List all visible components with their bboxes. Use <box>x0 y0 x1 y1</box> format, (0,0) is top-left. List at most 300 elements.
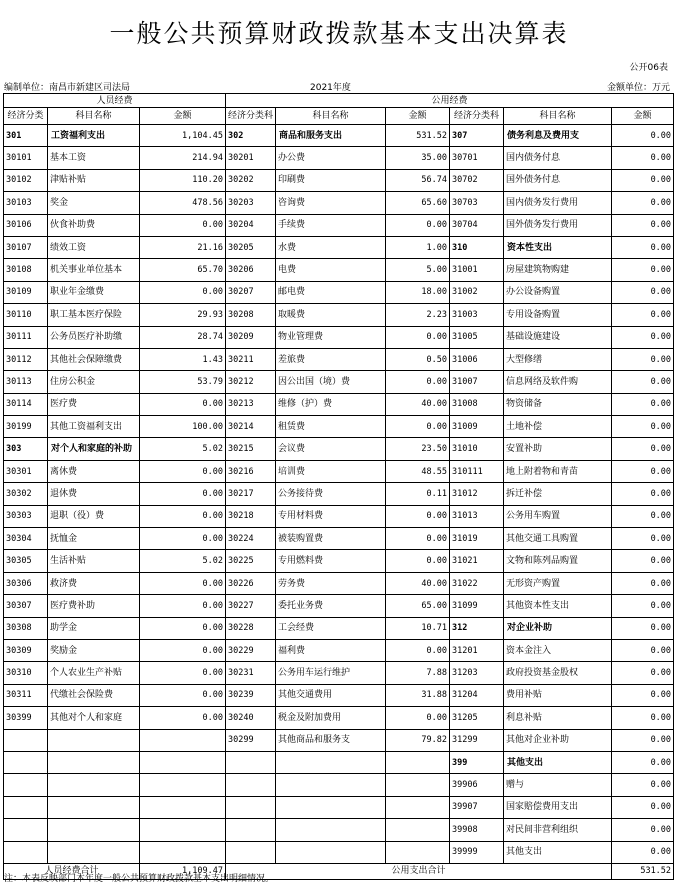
amount-cell: 21.16 <box>140 236 226 258</box>
item-name-cell: 赠与 <box>504 774 612 796</box>
econ-code-cell: 30108 <box>4 259 48 281</box>
amount-cell: 0.00 <box>612 393 674 415</box>
item-name-cell: 劳务费 <box>276 572 386 594</box>
item-name-cell: 其他对企业补助 <box>504 729 612 751</box>
item-name-cell: 税金及附加费用 <box>276 707 386 729</box>
amount-cell: 0.50 <box>386 348 450 370</box>
public-total-label: 公用支出合计 <box>226 863 612 879</box>
amount-cell: 0.00 <box>140 393 226 415</box>
amount-cell: 0.00 <box>386 707 450 729</box>
amount-cell: 478.56 <box>140 192 226 214</box>
econ-code-cell: 31002 <box>450 281 504 303</box>
econ-code-cell: 31012 <box>450 483 504 505</box>
col-name-header: 科目名称 <box>48 108 140 125</box>
item-name-cell: 其他社会保障缴费 <box>48 348 140 370</box>
amount-cell: 0.00 <box>140 617 226 639</box>
econ-code-cell: 30199 <box>4 416 48 438</box>
amount-cell: 0.00 <box>612 304 674 326</box>
item-name-cell: 邮电费 <box>276 281 386 303</box>
amount-cell: 10.71 <box>386 617 450 639</box>
table-row <box>4 304 674 326</box>
table-row <box>4 841 674 863</box>
item-name-cell: 公务用车购置 <box>504 505 612 527</box>
econ-code-cell: 30215 <box>226 438 276 460</box>
amount-cell: 0.00 <box>612 214 674 236</box>
item-name-cell: 其他交通费用 <box>276 684 386 706</box>
econ-code-cell <box>226 796 276 818</box>
econ-code-cell: 30240 <box>226 707 276 729</box>
amount-cell: 0.00 <box>612 371 674 393</box>
amount-cell: 0.00 <box>386 505 450 527</box>
item-name-cell: 拆迁补偿 <box>504 483 612 505</box>
amount-cell <box>140 729 226 751</box>
item-name-cell: 医疗费补助 <box>48 595 140 617</box>
item-name-cell: 资本性支出 <box>504 236 612 258</box>
item-name-cell: 对企业补助 <box>504 617 612 639</box>
personnel-total-amount: 1,109.47 <box>140 863 226 879</box>
table-row <box>4 326 674 348</box>
table-row <box>4 438 674 460</box>
econ-code-cell: 30239 <box>226 684 276 706</box>
form-number: 公开06表 <box>629 63 668 73</box>
amount-cell: 28.74 <box>140 326 226 348</box>
amount-cell: 0.00 <box>612 819 674 841</box>
econ-code-cell: 31008 <box>450 393 504 415</box>
item-name-cell: 退休费 <box>48 483 140 505</box>
org-label: 编制单位：南昌市新建区司法局 <box>4 83 131 93</box>
amount-cell: 0.00 <box>386 416 450 438</box>
item-name-cell <box>48 774 140 796</box>
econ-code-cell: 301 <box>4 125 48 147</box>
econ-code-cell <box>4 819 48 841</box>
item-name-cell: 因公出国（境）费 <box>276 371 386 393</box>
econ-code-cell: 30309 <box>4 639 48 661</box>
item-name-cell: 绩效工资 <box>48 236 140 258</box>
item-name-cell: 其他商品和服务支 <box>276 729 386 751</box>
item-name-cell: 被装购置费 <box>276 528 386 550</box>
item-name-cell: 工会经费 <box>276 617 386 639</box>
table-row <box>4 528 674 550</box>
amount-cell: 40.00 <box>386 572 450 594</box>
econ-code-cell: 30204 <box>226 214 276 236</box>
item-name-cell: 职业年金缴费 <box>48 281 140 303</box>
econ-code-cell: 30209 <box>226 326 276 348</box>
report-meta <box>4 80 670 92</box>
table-row <box>4 729 674 751</box>
public-total-amount: 531.52 <box>612 863 674 879</box>
table-row <box>4 595 674 617</box>
amount-cell: 0.00 <box>386 639 450 661</box>
item-name-cell: 办公费 <box>276 147 386 169</box>
col-code-header: 经济分类科 <box>450 108 504 125</box>
item-name-cell <box>48 819 140 841</box>
econ-code-cell: 30307 <box>4 595 48 617</box>
econ-code-cell: 31001 <box>450 259 504 281</box>
amount-cell <box>386 841 450 863</box>
econ-code-cell: 30208 <box>226 304 276 326</box>
amount-cell: 35.00 <box>386 147 450 169</box>
econ-code-cell: 30229 <box>226 639 276 661</box>
econ-code-cell: 302 <box>226 125 276 147</box>
item-name-cell: 医疗费 <box>48 393 140 415</box>
item-name-cell: 专用设备购置 <box>504 304 612 326</box>
econ-code-cell: 30213 <box>226 393 276 415</box>
econ-code-cell <box>4 796 48 818</box>
amount-cell: 0.00 <box>612 438 674 460</box>
table-row <box>4 259 674 281</box>
econ-code-cell: 30103 <box>4 192 48 214</box>
econ-code-cell: 307 <box>450 125 504 147</box>
table-row <box>4 617 674 639</box>
table-row <box>4 348 674 370</box>
amount-cell: 0.00 <box>612 707 674 729</box>
econ-code-cell: 31009 <box>450 416 504 438</box>
econ-code-cell: 303 <box>4 438 48 460</box>
item-name-cell <box>48 751 140 773</box>
table-row <box>4 684 674 706</box>
econ-code-cell: 31204 <box>450 684 504 706</box>
item-name-cell: 国内债务发行费用 <box>504 192 612 214</box>
econ-code-cell: 31013 <box>450 505 504 527</box>
econ-code-cell: 39999 <box>450 841 504 863</box>
amount-cell <box>140 796 226 818</box>
econ-code-cell: 30227 <box>226 595 276 617</box>
amount-cell: 0.00 <box>612 774 674 796</box>
econ-code-cell: 30225 <box>226 550 276 572</box>
amount-cell <box>386 796 450 818</box>
econ-code-cell: 30201 <box>226 147 276 169</box>
econ-code-cell: 310 <box>450 236 504 258</box>
item-name-cell <box>48 796 140 818</box>
econ-code-cell: 30231 <box>226 662 276 684</box>
table-row <box>4 550 674 572</box>
item-name-cell: 商品和服务支出 <box>276 125 386 147</box>
amount-cell: 0.00 <box>140 684 226 706</box>
econ-code-cell: 31022 <box>450 572 504 594</box>
econ-code-cell: 30308 <box>4 617 48 639</box>
item-name-cell <box>48 841 140 863</box>
econ-code-cell <box>4 841 48 863</box>
amount-cell: 0.00 <box>612 326 674 348</box>
item-name-cell: 专用燃料费 <box>276 550 386 572</box>
amount-cell: 65.00 <box>386 595 450 617</box>
expenditure-table <box>3 93 674 880</box>
item-name-cell: 福利费 <box>276 639 386 661</box>
col-name-header: 科目名称 <box>276 108 386 125</box>
col-name-header: 科目名称 <box>504 108 612 125</box>
footnote: 注：本表反映部门本年度一般公共预算财政拨款基本支出明细情况。 <box>4 874 275 884</box>
amount-cell: 0.00 <box>612 192 674 214</box>
col-amount-header: 金额 <box>612 108 674 125</box>
econ-code-cell: 31003 <box>450 304 504 326</box>
econ-code-cell: 31005 <box>450 326 504 348</box>
econ-code-cell <box>226 774 276 796</box>
amount-cell: 0.00 <box>612 281 674 303</box>
item-name-cell: 离休费 <box>48 460 140 482</box>
econ-code-cell: 312 <box>450 617 504 639</box>
econ-code-cell: 30101 <box>4 147 48 169</box>
item-name-cell: 维修（护）费 <box>276 393 386 415</box>
amount-cell: 0.00 <box>140 281 226 303</box>
econ-code-cell: 30226 <box>226 572 276 594</box>
item-name-cell: 住房公积金 <box>48 371 140 393</box>
econ-code-cell: 30207 <box>226 281 276 303</box>
amount-cell <box>140 751 226 773</box>
econ-code-cell: 30202 <box>226 169 276 191</box>
amount-cell: 0.00 <box>386 326 450 348</box>
amount-cell: 0.00 <box>140 662 226 684</box>
econ-code-cell: 31205 <box>450 707 504 729</box>
amount-cell: 0.00 <box>612 639 674 661</box>
econ-code-cell: 30216 <box>226 460 276 482</box>
amount-cell: 0.00 <box>140 707 226 729</box>
amount-cell: 110.20 <box>140 169 226 191</box>
item-name-cell: 津贴补贴 <box>48 169 140 191</box>
amount-cell: 65.70 <box>140 259 226 281</box>
item-name-cell: 对民间非营利组织 <box>504 819 612 841</box>
amount-cell: 31.88 <box>386 684 450 706</box>
item-name-cell: 奖励金 <box>48 639 140 661</box>
table-row <box>4 192 674 214</box>
item-name-cell: 地上附着物和青苗 <box>504 460 612 482</box>
item-name-cell: 专用材料费 <box>276 505 386 527</box>
amount-cell: 0.00 <box>386 214 450 236</box>
page-title: 一般公共预算财政拨款基本支出决算表 <box>109 19 569 48</box>
econ-code-cell <box>4 774 48 796</box>
amount-cell <box>140 774 226 796</box>
table-row <box>4 505 674 527</box>
item-name-cell: 手续费 <box>276 214 386 236</box>
item-name-cell: 机关事业单位基本 <box>48 259 140 281</box>
item-name-cell: 职工基本医疗保险 <box>48 304 140 326</box>
item-name-cell: 政府投资基金股权 <box>504 662 612 684</box>
item-name-cell: 大型修缮 <box>504 348 612 370</box>
amount-cell: 0.00 <box>612 348 674 370</box>
item-name-cell: 信息网络及软件购 <box>504 371 612 393</box>
table-row <box>4 819 674 841</box>
econ-code-cell: 310111 <box>450 460 504 482</box>
table-row <box>4 639 674 661</box>
col-amount-header: 金额 <box>140 108 226 125</box>
econ-code-cell: 31203 <box>450 662 504 684</box>
table-row <box>4 281 674 303</box>
item-name-cell: 利息补贴 <box>504 707 612 729</box>
amount-cell: 0.00 <box>140 214 226 236</box>
amount-cell: 0.00 <box>612 505 674 527</box>
econ-code-cell: 30211 <box>226 348 276 370</box>
personnel-total-label: 人员经费合计 <box>4 863 140 879</box>
amount-cell: 0.00 <box>612 416 674 438</box>
item-name-cell: 其他支出 <box>504 751 612 773</box>
amount-cell: 0.00 <box>612 662 674 684</box>
econ-code-cell: 30111 <box>4 326 48 348</box>
econ-code-cell: 30302 <box>4 483 48 505</box>
amount-cell: 0.00 <box>612 796 674 818</box>
econ-code-cell: 30113 <box>4 371 48 393</box>
amount-cell: 53.79 <box>140 371 226 393</box>
item-name-cell: 抚恤金 <box>48 528 140 550</box>
econ-code-cell <box>226 819 276 841</box>
item-name-cell: 对个人和家庭的补助 <box>48 438 140 460</box>
econ-code-cell: 31021 <box>450 550 504 572</box>
amount-cell: 214.94 <box>140 147 226 169</box>
amount-cell: 0.00 <box>386 371 450 393</box>
econ-code-cell: 30112 <box>4 348 48 370</box>
amount-cell: 0.00 <box>612 483 674 505</box>
econ-code-cell: 31006 <box>450 348 504 370</box>
item-name-cell: 水费 <box>276 236 386 258</box>
econ-code-cell: 31007 <box>450 371 504 393</box>
amount-cell: 65.60 <box>386 192 450 214</box>
amount-cell: 0.00 <box>612 595 674 617</box>
table-row <box>4 572 674 594</box>
item-name-cell: 债务利息及费用支 <box>504 125 612 147</box>
item-name-cell: 公务用车运行维护 <box>276 662 386 684</box>
amount-cell: 0.00 <box>612 460 674 482</box>
amount-cell: 0.00 <box>140 483 226 505</box>
item-name-cell: 其他支出 <box>504 841 612 863</box>
item-name-cell: 其他对个人和家庭 <box>48 707 140 729</box>
econ-code-cell: 31299 <box>450 729 504 751</box>
amount-cell: 40.00 <box>386 393 450 415</box>
table-row <box>4 796 674 818</box>
econ-code-cell: 30311 <box>4 684 48 706</box>
econ-code-cell: 30702 <box>450 169 504 191</box>
amount-cell: 0.00 <box>140 639 226 661</box>
table-row <box>4 483 674 505</box>
amount-cell <box>386 819 450 841</box>
money-unit: 金额单位：万元 <box>606 83 670 93</box>
econ-code-cell: 30703 <box>450 192 504 214</box>
amount-cell: 23.50 <box>386 438 450 460</box>
amount-cell: 100.00 <box>140 416 226 438</box>
econ-code-cell: 30704 <box>450 214 504 236</box>
item-name-cell: 印刷费 <box>276 169 386 191</box>
item-name-cell: 办公设备购置 <box>504 281 612 303</box>
table-body <box>4 125 674 864</box>
table-row <box>4 662 674 684</box>
econ-code-cell <box>226 841 276 863</box>
item-name-cell: 土地补偿 <box>504 416 612 438</box>
amount-cell: 29.93 <box>140 304 226 326</box>
item-name-cell: 差旅费 <box>276 348 386 370</box>
item-name-cell: 咨询费 <box>276 192 386 214</box>
econ-code-cell: 30228 <box>226 617 276 639</box>
amount-cell: 0.00 <box>612 169 674 191</box>
amount-cell: 0.00 <box>612 729 674 751</box>
econ-code-cell <box>4 729 48 751</box>
item-name-cell: 安置补助 <box>504 438 612 460</box>
amount-cell: 0.00 <box>386 528 450 550</box>
item-name-cell: 生活补贴 <box>48 550 140 572</box>
amount-cell: 0.00 <box>386 550 450 572</box>
amount-cell: 18.00 <box>386 281 450 303</box>
econ-code-cell: 30304 <box>4 528 48 550</box>
amount-cell: 0.00 <box>612 259 674 281</box>
econ-code-cell: 39907 <box>450 796 504 818</box>
amount-cell: 0.00 <box>612 751 674 773</box>
amount-cell: 56.74 <box>386 169 450 191</box>
amount-cell: 0.11 <box>386 483 450 505</box>
econ-code-cell: 31019 <box>450 528 504 550</box>
item-name-cell: 取暖费 <box>276 304 386 326</box>
amount-cell: 0.00 <box>612 236 674 258</box>
table-row <box>4 169 674 191</box>
table-row <box>4 125 674 147</box>
econ-code-cell: 31099 <box>450 595 504 617</box>
econ-code-cell: 30224 <box>226 528 276 550</box>
table-row <box>4 393 674 415</box>
item-name-cell: 国外债务发行费用 <box>504 214 612 236</box>
table-row <box>4 147 674 169</box>
item-name-cell: 文物和陈列品购置 <box>504 550 612 572</box>
item-name-cell <box>276 819 386 841</box>
item-name-cell <box>276 796 386 818</box>
amount-cell: 7.88 <box>386 662 450 684</box>
amount-cell: 0.00 <box>140 528 226 550</box>
personnel-group-header: 人员经费 <box>4 94 226 108</box>
col-code-header: 经济分类科 <box>226 108 276 125</box>
item-name-cell: 资本金注入 <box>504 639 612 661</box>
col-amount-header: 金额 <box>386 108 450 125</box>
amount-cell: 2.23 <box>386 304 450 326</box>
amount-cell: 0.00 <box>612 617 674 639</box>
item-name-cell: 救济费 <box>48 572 140 594</box>
col-code-header: 经济分类 <box>4 108 48 125</box>
econ-code-cell <box>226 751 276 773</box>
item-name-cell: 其他工资福利支出 <box>48 416 140 438</box>
item-name-cell: 电费 <box>276 259 386 281</box>
amount-cell: 0.00 <box>612 550 674 572</box>
item-name-cell: 国外债务付息 <box>504 169 612 191</box>
econ-code-cell: 39908 <box>450 819 504 841</box>
econ-code-cell: 30205 <box>226 236 276 258</box>
item-name-cell: 公务接待费 <box>276 483 386 505</box>
item-name-cell <box>276 774 386 796</box>
econ-code-cell: 30203 <box>226 192 276 214</box>
amount-cell: 0.00 <box>140 572 226 594</box>
item-name-cell: 公务员医疗补助缴 <box>48 326 140 348</box>
item-name-cell: 基本工资 <box>48 147 140 169</box>
econ-code-cell: 30701 <box>450 147 504 169</box>
econ-code-cell: 30106 <box>4 214 48 236</box>
public-group-header: 公用经费 <box>226 94 674 108</box>
amount-cell: 1,104.45 <box>140 125 226 147</box>
amount-cell <box>386 751 450 773</box>
econ-code-cell: 30303 <box>4 505 48 527</box>
econ-code-cell: 399 <box>450 751 504 773</box>
econ-code-cell: 30107 <box>4 236 48 258</box>
econ-code-cell: 30114 <box>4 393 48 415</box>
amount-cell <box>386 774 450 796</box>
econ-code-cell: 31201 <box>450 639 504 661</box>
econ-code-cell: 30109 <box>4 281 48 303</box>
amount-cell: 0.00 <box>140 505 226 527</box>
item-name-cell: 无形资产购置 <box>504 572 612 594</box>
econ-code-cell <box>4 751 48 773</box>
amount-cell: 5.00 <box>386 259 450 281</box>
econ-code-cell: 30399 <box>4 707 48 729</box>
amount-cell: 0.00 <box>140 460 226 482</box>
amount-cell: 79.82 <box>386 729 450 751</box>
amount-cell: 0.00 <box>612 841 674 863</box>
table-row <box>4 371 674 393</box>
amount-cell: 0.00 <box>612 125 674 147</box>
amount-cell: 0.00 <box>612 147 674 169</box>
item-name-cell: 委托业务费 <box>276 595 386 617</box>
table-row <box>4 751 674 773</box>
econ-code-cell: 30110 <box>4 304 48 326</box>
